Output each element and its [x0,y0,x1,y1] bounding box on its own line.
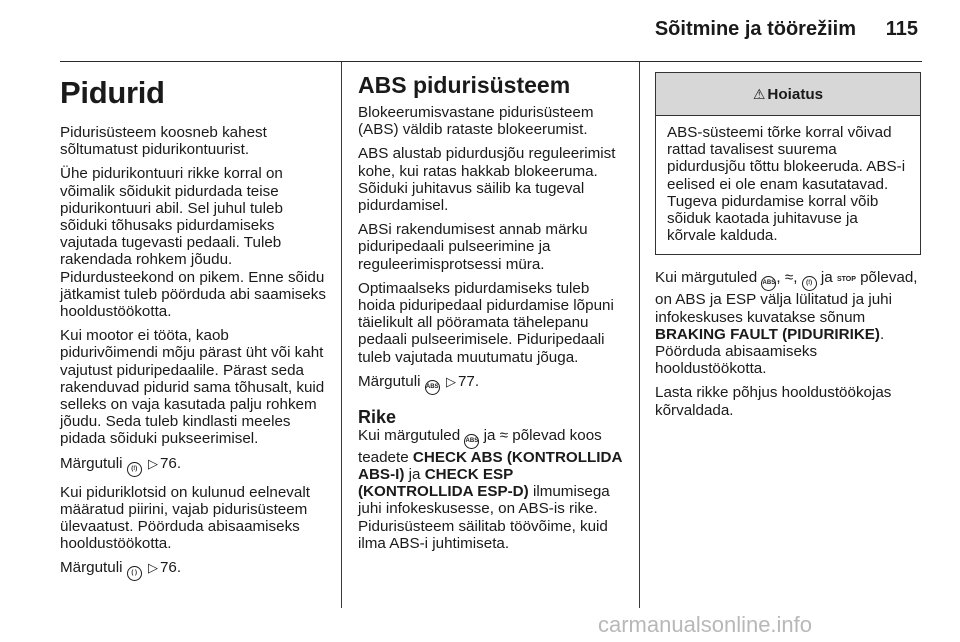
abs-heading: ABS pidurisüsteem [358,72,571,98]
paragraph: Blokeerumisvastane pidurisüsteem (ABS) väldib rataste blokeerumist. [358,104,594,139]
abs-icon: ABS [464,434,479,449]
warning-text: ABS-süsteemi tõrke korral võivad rattad tavalisest suurema pidurdusjõu tõttu blokeeruda. ABS-i eelised ei ole enam kasutatavad. Tugeva pidurdamise korral võib sõiduk kaotada juhitavuse ja kõrvale kalduda. [667,124,906,245]
page-header [60,0,922,62]
abs-icon: ABS [425,380,440,395]
reference-line [358,373,624,395]
reference-label: Märgutuli [60,559,123,577]
brake-pad-wear-icon: ( ) [127,566,142,581]
message-text: CHECK ABS (KONTROLLIDA ABS-I) [358,448,622,484]
column-divider [639,62,640,608]
reference-label: Märgutuli [358,372,421,390]
paragraph: ABS alustab pidurdusjõu reguleerimist kohe, kui ratas hakkab blokeeruma. Sõiduki juhitavus säilib ka tugeval pidurdamisel. [358,145,616,215]
paragraph: Optimaalseks pidurdamiseks tuleb hoida piduripedaal pidurdamise lõpuni täielikult all pööramata tähelepanu pedaali pulseerimisele. Piduripedaali tuleb vajutada muutumatu jõuga. [358,279,614,366]
reference-page[interactable]: 76. [159,559,182,577]
reference-label: Märgutuli [60,454,123,472]
paragraph: Lasta rikke põhjus hooldustöökojas kõrvaldada. [655,384,892,419]
paragraph: Kui piduriklotsid on kulunud eelnevalt määratud piirini, vajab pidurisüsteem ülevaatust. Pöörduda abisaamiseks hooldustöökotta. [60,483,310,553]
column-brakes [60,72,326,588]
page-reference-arrow-icon: ▷ [147,560,158,576]
brakes-heading: Pidurid [60,75,165,110]
page-reference-arrow-icon: ▷ [445,373,456,389]
watermark: carmanualsonline.info [598,612,813,637]
column-warning [655,72,921,426]
message-text: CHECK ESP (KONTROLLIDA ESP-D) [358,466,529,501]
message-text: BRAKING FAULT (PIDURIRIKE) [655,325,880,343]
warning-title: Hoiatus [767,86,824,103]
paragraph: Kui märgutuled ABS, ≈, (!) ja STOP põlevad, on ABS ja ESP välja lülitatud ja juhi infokeskuses kuvatakse sõnum BRAKING FAULT (PIDURIRIKE). Pöörduda abisaamiseks hooldustöökotta. [655,269,918,378]
stop-icon: STOP [836,276,856,284]
paragraph: Pidurisüsteem koosneb kahest sõltumatust pidurikontuurist. [60,124,267,159]
abs-icon: ABS [761,276,776,291]
esp-icon: ≈ [784,269,794,287]
paragraph: Ühe pidurikontuuri rikke korral on võimalik sõidukit pidurdada teise pidurikontuuri abil. Sel juhul tuleb sõiduki tõhusaks pidurdamiseks vajutada tugevasti pedaali. Tuleb rakendada rohkem jõudu. Pidurdusteekond on pikem. Enne sõidu jätkamist tuleb pöörduda abi saamiseks hooldustöökotta. [60,165,326,321]
reference-page[interactable]: 77. [457,372,480,390]
warning-header [656,73,920,116]
reference-line [60,559,326,581]
reference-line [60,455,326,477]
esp-icon: ≈ [499,426,509,444]
column-divider [341,62,342,608]
warning-triangle-icon: ⚠ [752,86,766,102]
fault-subheading: Rike [358,406,397,427]
paragraph: Kui mootor ei tööta, kaob pidurivõimendi mõju pärast üht või kaht vajutust piduripedaalile. Pärast seda rakenduvad pidurid sama tõhusalt, kuid selleks on vaja kasutada palju rohkem jõudu. Seda tuleb kindlasti meeles pidada sõiduki pukseerimisel. [60,327,325,448]
reference-page[interactable]: 76. [159,454,182,472]
brake-warning-icon: (!) [127,462,142,477]
column-abs [358,72,624,559]
warning-box [655,72,921,255]
paragraph: ABSi rakendumisest annab märku piduripedaali pulseerimine ja reguleerimisprotsessi müra. [358,221,588,273]
page-reference-arrow-icon: ▷ [147,455,158,471]
section-title: Sõitmine ja töörežiim [654,18,856,40]
page-number: 115 [885,18,918,40]
fault-paragraph: Kui märgutuled ABS ja ≈ põlevad koos teadete CHECK ABS (KONTROLLIDA ABS-I) ja CHECK ESP (KONTROLLIDA ESP-D) ilmumisega juhi infokeskusesse, on ABS-is rike. Pidurisüsteem säilitab töövõime, kuid ilma ABS-i juhtimiseta. [358,426,622,552]
brake-warning-icon: (!) [802,276,817,291]
